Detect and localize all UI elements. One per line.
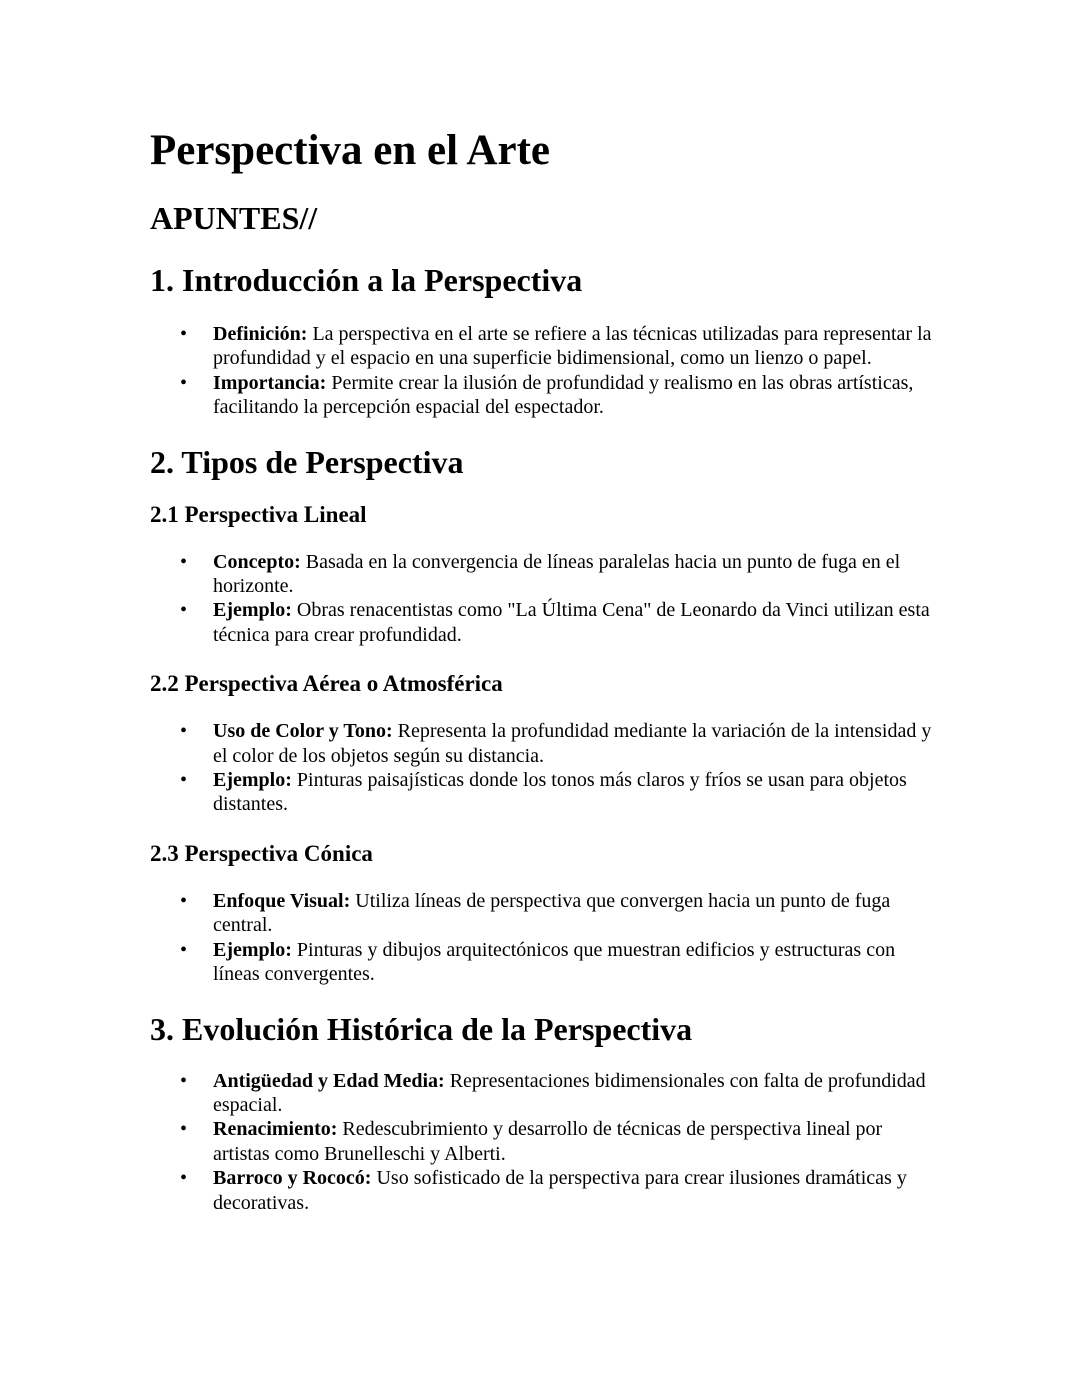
item-term: Importancia: — [213, 371, 327, 394]
bullet-list-evolucion — [150, 1069, 940, 1215]
bullet-icon: • — [180, 323, 188, 345]
list-item — [150, 550, 940, 599]
bullet-icon: • — [180, 769, 188, 792]
bullet-list-aerea — [150, 719, 940, 817]
subsection-heading-conica: 2.3 Perspectiva Cónica — [150, 840, 373, 866]
item-term: Ejemplo: — [213, 599, 292, 622]
subsection-heading-aerea: 2.2 Perspectiva Aérea o Atmosférica — [150, 671, 503, 697]
item-text: Obras renacentistas como "La Última Cena" de Leonardo da Vinci utilizan esta técnica para crear profundidad. — [213, 599, 930, 646]
item-term: Antigüedad y Edad Media: — [213, 1069, 445, 1092]
list-item — [150, 719, 940, 768]
item-term: Renacimiento: — [213, 1118, 338, 1141]
list-item — [150, 598, 940, 647]
bullet-icon: • — [180, 1118, 188, 1141]
list-item — [150, 938, 940, 987]
bullet-icon: • — [180, 720, 188, 743]
item-term: Ejemplo: — [213, 938, 292, 961]
item-term: Enfoque Visual: — [213, 889, 351, 912]
bullet-icon: • — [180, 889, 188, 912]
list-item — [150, 1166, 940, 1215]
item-text: Representa la profundidad mediante la variación de la intensidad y el color de los objetos según su distancia. — [213, 720, 932, 767]
list-item — [150, 322, 940, 371]
item-term: Uso de Color y Tono: — [213, 720, 393, 743]
document-page — [150, 124, 940, 1215]
item-text: Pinturas y dibujos arquitectónicos que muestran edificios y estructuras con líneas convergentes. — [213, 938, 896, 986]
bullet-list-conica — [150, 889, 940, 987]
section-heading-evolucion: 3. Evolución Histórica de la Perspectiva — [150, 1010, 693, 1047]
section-heading-tipos: 2. Tipos de Perspectiva — [150, 443, 464, 480]
bullet-icon: • — [180, 599, 188, 622]
item-term: Barroco y Rococó: — [213, 1167, 372, 1190]
list-item — [150, 889, 940, 938]
list-item — [150, 1069, 940, 1118]
bullet-list-lineal — [150, 550, 940, 648]
item-text: Utiliza líneas de perspectiva que convergen hacia un punto de fuga central. — [213, 889, 891, 937]
item-text: Representaciones bidimensionales con falta de profundidad espacial. — [213, 1069, 926, 1116]
list-item — [150, 1117, 940, 1166]
item-text: Pinturas paisajísticas donde los tonos más claros y fríos se usan para objetos distantes. — [213, 769, 907, 816]
item-term: Concepto: — [213, 550, 301, 573]
bullet-icon: • — [180, 1167, 188, 1190]
bullet-icon: • — [180, 1069, 188, 1092]
item-text: La perspectiva en el arte se refiere a las técnicas utilizadas para representar la profundidad y el espacio en una superficie bidimensional, como un lienzo o papel. — [213, 323, 932, 370]
item-term: Ejemplo: — [213, 769, 292, 792]
item-text: Uso sofisticado de la perspectiva para crear ilusiones dramáticas y decorativas. — [213, 1167, 907, 1214]
item-term: Definición: — [213, 323, 308, 345]
subsection-heading-lineal: 2.1 Perspectiva Lineal — [150, 501, 367, 527]
item-text: Redescubrimiento y desarrollo de técnicas de perspectiva lineal por artistas como Brunelleschi y Alberti. — [213, 1118, 883, 1165]
bullet-icon: • — [180, 550, 188, 573]
item-text: Permite crear la ilusión de profundidad y realismo en las obras artísticas, facilitando la percepción espacial del espectador. — [213, 371, 914, 419]
bullet-icon: • — [180, 371, 188, 394]
section-heading-introduccion: 1. Introducción a la Perspectiva — [150, 262, 583, 298]
document-subtitle: APUNTES// — [150, 200, 318, 236]
bullet-icon: • — [180, 938, 188, 961]
item-text: Basada en la convergencia de líneas paralelas hacia un punto de fuga en el horizonte. — [213, 550, 901, 598]
document-title: Perspectiva en el Arte — [150, 127, 550, 174]
list-item — [150, 768, 940, 817]
bullet-list-introduccion — [150, 322, 940, 420]
list-item — [150, 371, 940, 420]
